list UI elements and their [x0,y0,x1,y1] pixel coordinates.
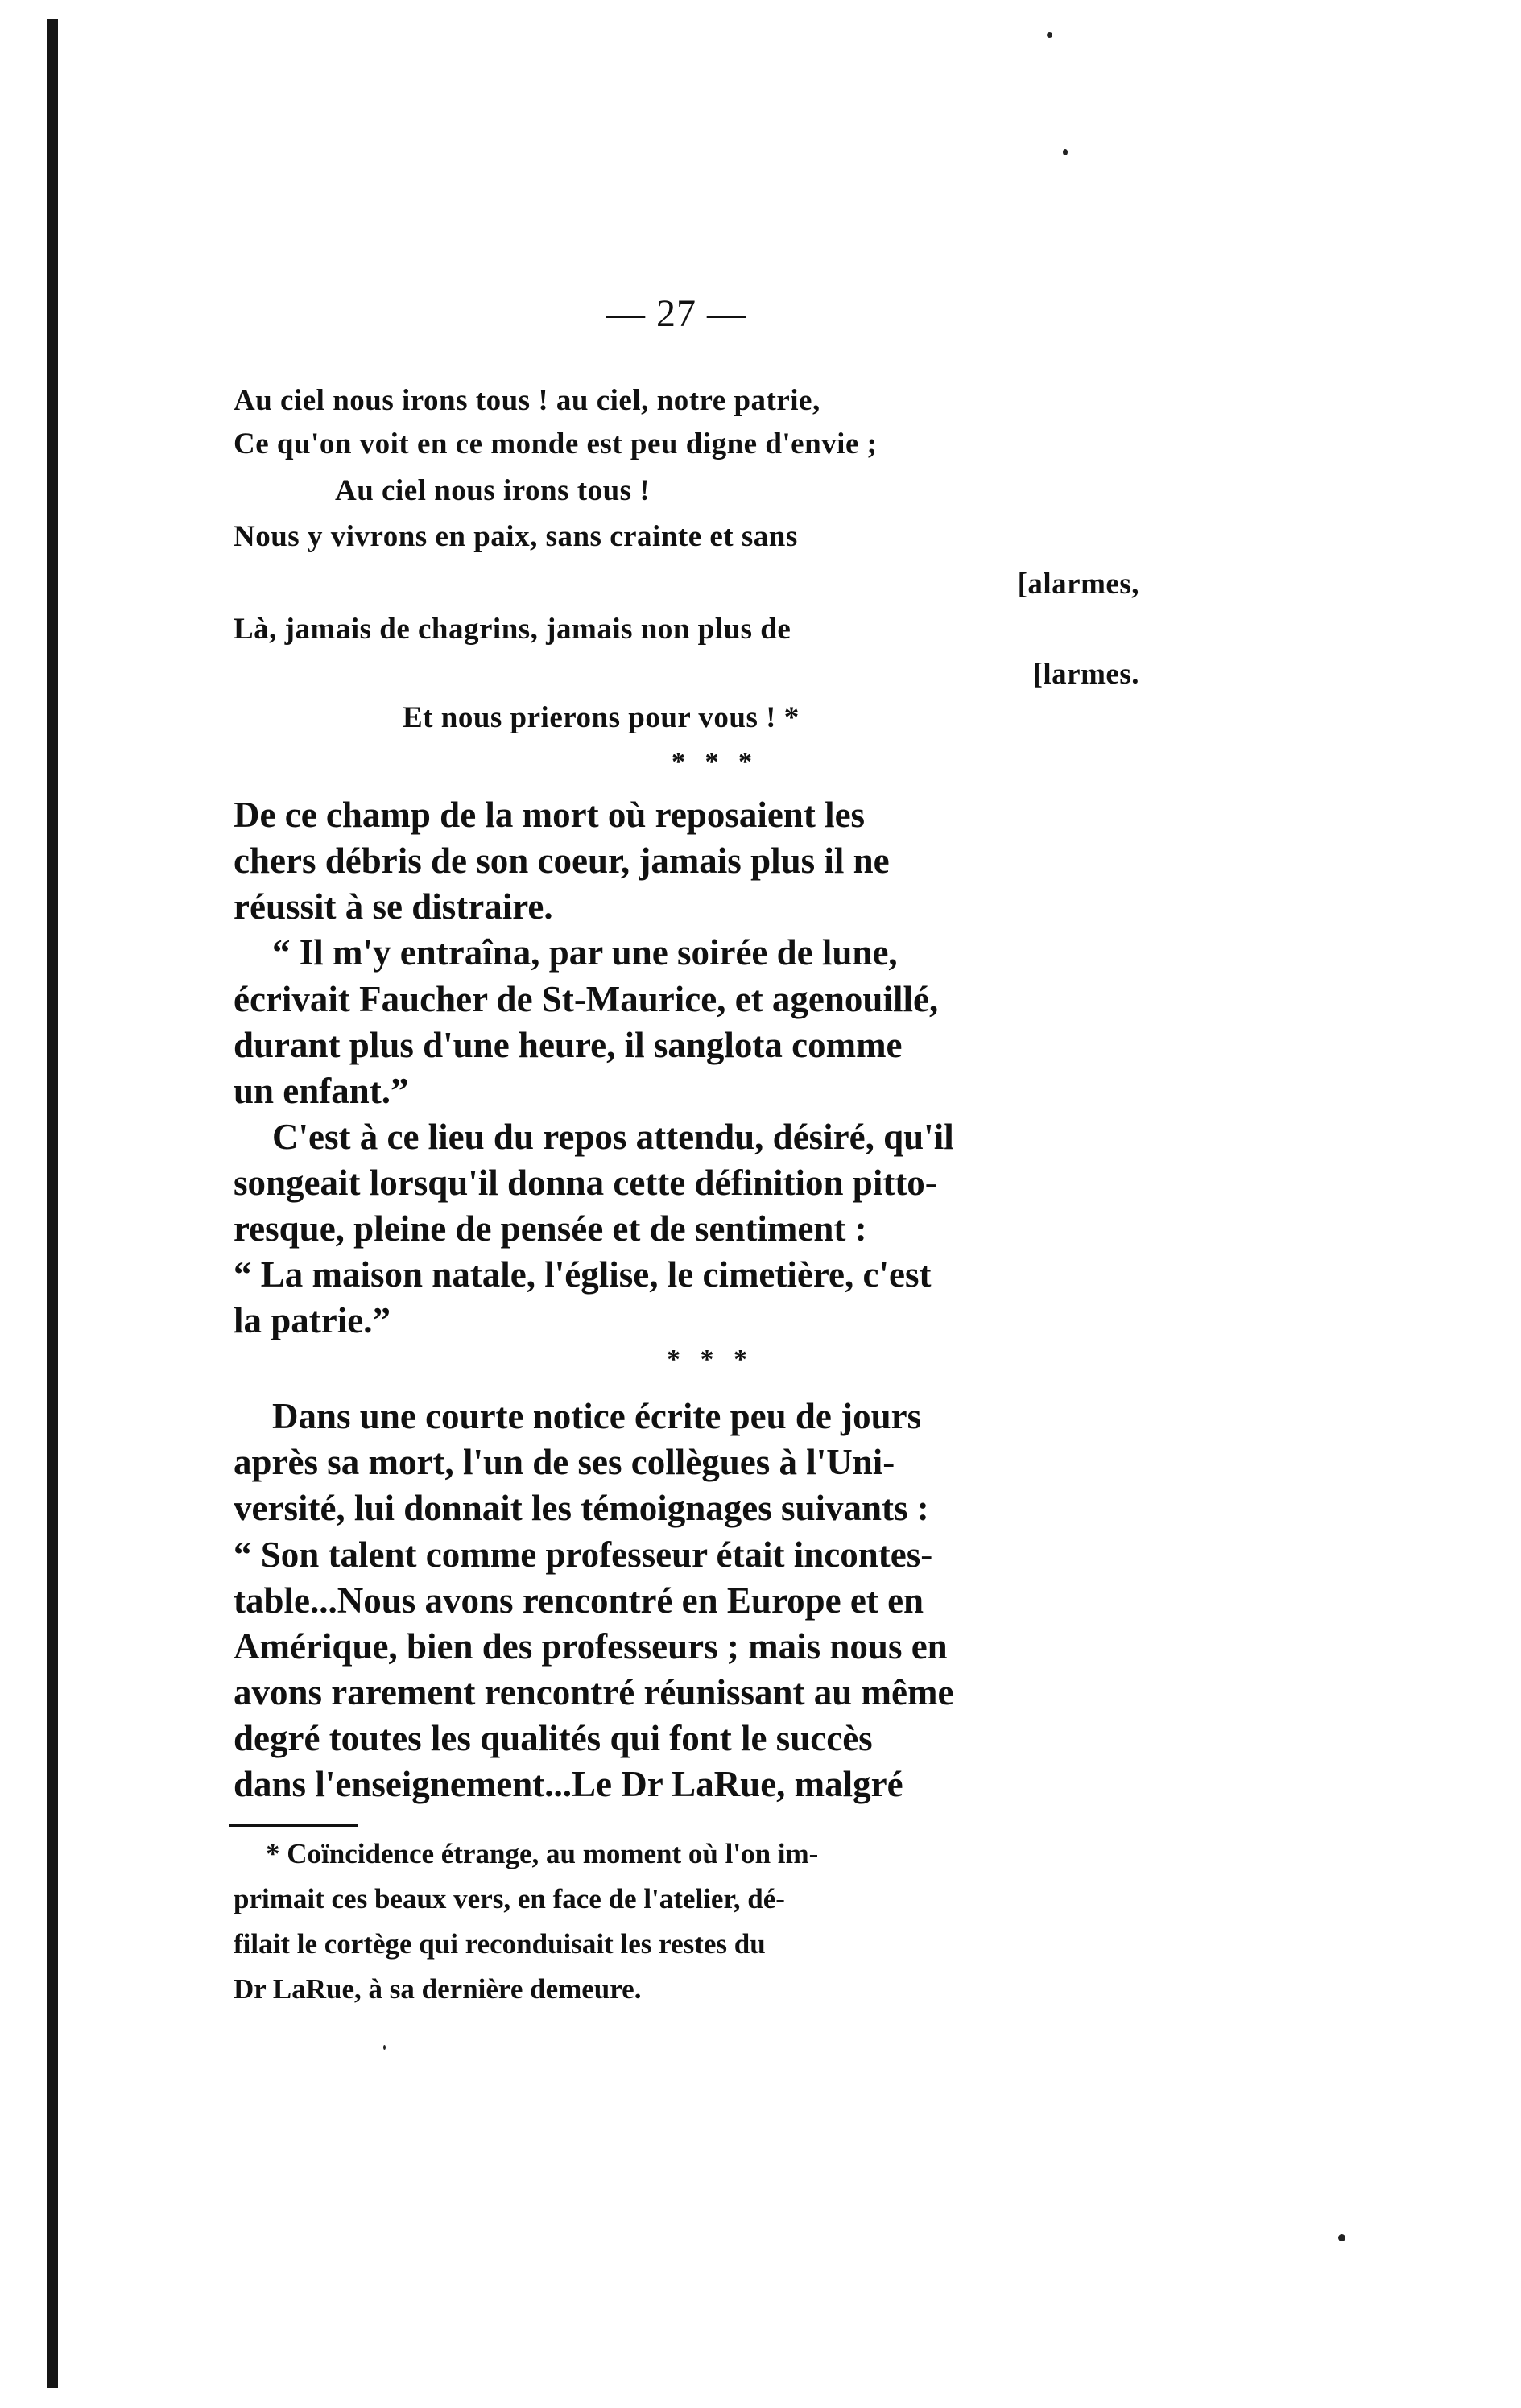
poem-line: Nous y vivrons en paix, sans crainte et sans [234,520,798,553]
print-speck [1338,2234,1345,2241]
print-speck [383,2045,386,2050]
text-line: dans l'enseignement...Le Dr LaRue, malgré [234,1764,903,1804]
poem-line: Là, jamais de chagrins, jamais non plus de [234,613,791,646]
poem-line: Au ciel nous irons tous ! au ciel, notre patrie, [234,384,820,417]
print-speck [1063,149,1068,155]
poem-line: Au ciel nous irons tous ! [335,474,651,507]
text-line: écrivait Faucher de St-Maurice, et agenouillé, [234,979,939,1019]
text-line: “ Il m'y entraîna, par une soirée de lune, [272,932,898,973]
text-line: un enfant.” [234,1071,409,1111]
section-separator: * * * [672,747,758,777]
page-number: — 27 — [606,292,746,335]
print-speck [1047,32,1052,38]
text-line: “ La maison natale, l'église, le cimetière, c'est [234,1254,932,1295]
text-line: Dans une courte notice écrite peu de jours [272,1396,922,1436]
text-line: “ Son talent comme professeur était incontes- [234,1534,933,1575]
text-line: versité, lui donnait les témoignages suivants : [234,1488,929,1528]
text-line: Amérique, bien des professeurs ; mais nous en [234,1626,948,1667]
section-separator: * * * [667,1344,754,1374]
text-line: table...Nous avons rencontré en Europe et en [234,1580,924,1621]
text-line: après sa mort, l'un de ses collègues à l'Uni- [234,1442,895,1482]
text-line: De ce champ de la mort où reposaient les [234,795,866,835]
text-line: chers débris de son coeur, jamais plus il ne [234,841,890,881]
text-line: durant plus d'une heure, il sanglota comme [234,1025,903,1065]
poem-line: Et nous prierons pour vous ! * [403,701,800,734]
text-line: réussit à se distraire. [234,886,553,927]
footnote-line: Dr LaRue, à sa dernière demeure. [234,1973,642,2005]
text-line: avons rarement rencontré réunissant au même [234,1672,954,1712]
text-line: C'est à ce lieu du repos attendu, désiré, qu'il [272,1117,954,1157]
text-line: resque, pleine de pensée et de sentiment : [234,1208,867,1249]
footnote-line: filait le cortège qui reconduisait les restes du [234,1928,766,1960]
footnote-line: * Coïncidence étrange, au moment où l'on im- [266,1838,819,1869]
poem-line: Ce qu'on voit en ce monde est peu digne d'envie ; [234,427,878,461]
text-line: songeait lorsqu'il donna cette définition pitto- [234,1163,937,1203]
poem-line-continuation: [larmes. [1032,658,1139,691]
binding-edge [47,19,58,2388]
footnote-line: primait ces beaux vers, en face de l'atelier, dé- [234,1883,785,1914]
text-line: la patrie.” [234,1300,391,1340]
text-line: degré toutes les qualités qui font le succès [234,1718,873,1758]
poem-line-continuation: [alarmes, [1017,568,1139,601]
footnote-divider [229,1824,358,1827]
